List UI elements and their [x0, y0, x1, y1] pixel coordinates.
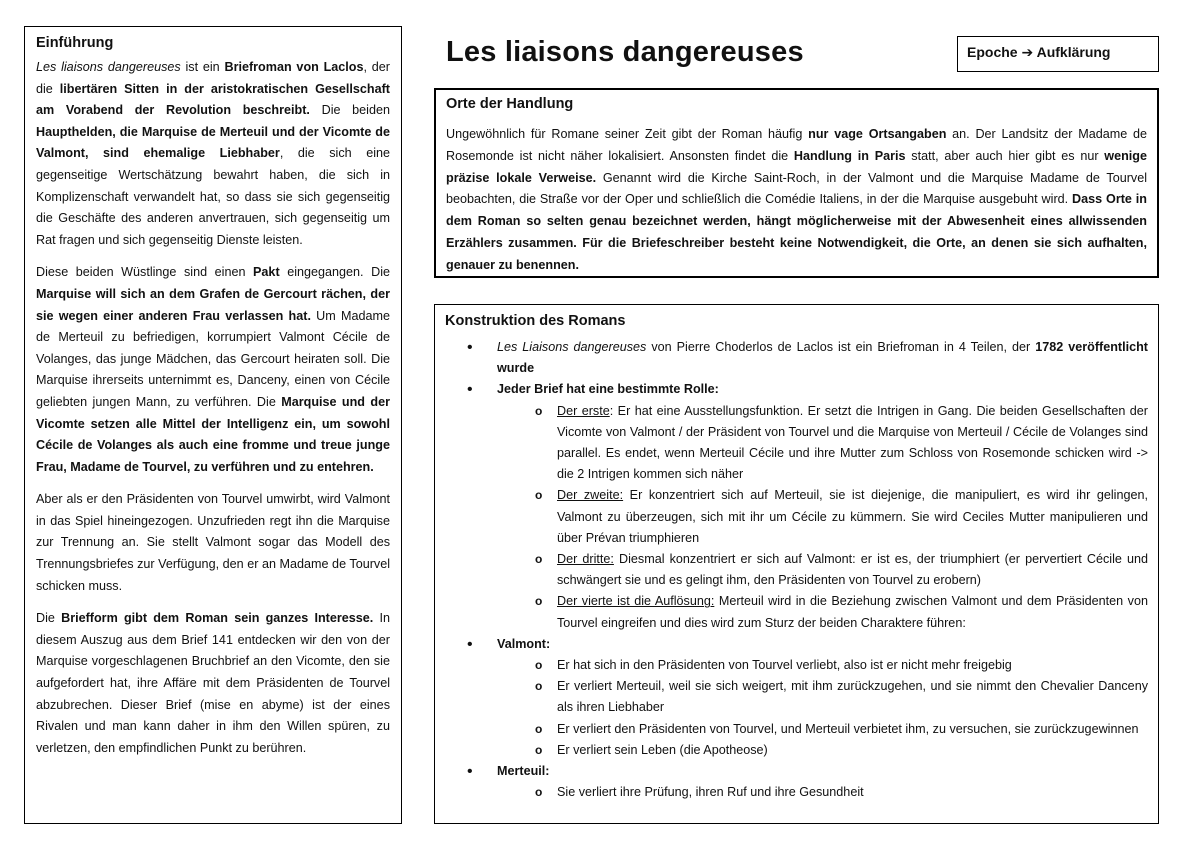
sub-list-item: [445, 591, 1148, 633]
text-run: Er konzentriert sich auf Merteuil, sie ist diejenige, die manipuliert, es wird ihr gelingen, Valmont zu überzeugen, sich mit ihr um Cécile zu kümmern. Sie wird Ceciles Mutter manipulieren und über Prévan triumphieren: [557, 488, 1148, 545]
text-run: Marquise will sich an dem Grafen de Gercourt rächen, der sie wegen einer anderen Frau verlassen hat.: [36, 286, 390, 323]
text-run: Dass Orte in dem Roman so selten genau bezeichnet werden, hängt möglicherweise mit der Abwesenheit eines allwissenden Erzählers zusammen. Für die Briefeschreiber besteht keine Notwendigkeit, die Orte, an denen sie sich aufhalten, genauer zu benennen.: [446, 192, 1147, 272]
text-run: Les Liaisons dangereuses: [497, 340, 647, 354]
text-run: Marquise und der Vicomte setzen alle Mittel der Intelligenz ein, um sowohl Cécile de Volanges als auch eine fromme und treue junge Frau, Madame de Tourvel, zu verführen und zu entehren.: [36, 394, 390, 474]
text-run: Diesmal konzentriert er sich auf Valmont: er ist es, der triumphiert (er pervertiert Cécile und schwängert sie und es gelingt ihm, den Präsidenten von Tourvel zu erobern): [557, 552, 1148, 588]
text-run: Briefroman von Laclos: [224, 60, 364, 74]
item-merteuil-label: Merteuil:: [497, 764, 550, 779]
text-run: von Pierre Choderlos de Laclos ist ein Briefroman in 4 Teilen, der: [646, 340, 1036, 354]
sub-list-item: o Er hat sich in den Präsidenten von Tourvel verliebt, also ist er nicht mehr freigebig: [445, 655, 1148, 676]
list-item: [445, 761, 1148, 803]
list-item: [445, 337, 1148, 379]
intro-heading: Einführung: [36, 35, 114, 51]
sub-list-item: [445, 401, 1148, 486]
text-run: Die: [36, 611, 62, 626]
text-run: Ungewöhnlich für Romane seiner Zeit gibt der Roman häufig: [446, 127, 809, 141]
text-run: Briefform gibt dem Roman sein ganzes Interesse.: [61, 611, 374, 626]
arrow-right-icon: ➔: [1021, 44, 1034, 60]
item-valmont-label: Valmont:: [497, 636, 551, 651]
sub-list-item: [445, 485, 1148, 549]
text-run: Diese beiden Wüstlinge sind einen: [36, 265, 254, 280]
list-item: [445, 634, 1148, 761]
text-run: Handlung in Paris: [793, 148, 906, 163]
text-run: Der zweite:: [557, 488, 624, 503]
text-run: Der vierte ist die Auflösung:: [557, 594, 715, 609]
epoch-value: Aufklärung: [1036, 44, 1111, 60]
orte-panel: [434, 88, 1159, 278]
sub-list-item: o Er verliert Merteuil, weil sie sich weigert, mit ihm zurückzugehen, und sie nimmt den Chevalier Danceny als ihren Liebhaber: [445, 676, 1148, 718]
sub-list-item: o Sie verliert ihre Prüfung, ihren Ruf und ihre Gesundheit: [445, 782, 1148, 803]
sub-list-item: o Er verliert den Präsidenten von Tourvel, und Merteuil verbietet ihm, zu versuchen, sie zurückzugewinnen: [445, 719, 1148, 740]
konstruktion-panel: [434, 304, 1159, 824]
text-run: Die beiden: [309, 103, 390, 118]
item-letter-roles-label: Jeder Brief hat eine bestimmte Rolle:: [497, 382, 719, 397]
konstruktion-list: [445, 337, 1148, 803]
text-run: In diesem Auszug aus dem Brief 141 entdecken wir den von der Marquise vorgeschlagenen Bruchbrief an den Vicomte, den sie aufgefordert hat, ihre Affäre mit dem Präsidenten de Tourvel abzubrechen. Dieser Brief (mise en abyme) ist der eines Rivalen und man kann daher in ihm den Willen spüren, zu verletzen, den empfindlichen Punkt zu berühren.: [36, 611, 390, 755]
text-run: Der dritte:: [557, 552, 614, 567]
text-run: Merteuil wird in die Beziehung zwischen Valmont und dem Präsidenten von Tourvel eingreifen und dies wird zum Sturz der beiden Charaktere führen:: [557, 594, 1148, 630]
merteuil-sublist: [497, 782, 1148, 803]
letter-roles-sublist: [497, 401, 1148, 634]
text-run: Genannt wird die Kirche Saint-Roch, in der Valmont und die Marquise Madame de Tourvel beobachten, die Straße vor der Oper und schließlich die Comédie Italiens, in der die Marquise ausgebuht wird.: [446, 170, 1147, 207]
text-run: , der die: [36, 60, 391, 96]
text-run: Der erste: [557, 403, 610, 418]
page-title: Les liaisons dangereuses: [446, 36, 804, 68]
epoch-label: Epoche: [967, 44, 1018, 60]
intro-panel: [24, 26, 402, 824]
intro-paragraph-1: [36, 57, 390, 251]
text-run: Aber als er den Präsidenten von Tourvel umwirbt, wird Valmont in das Spiel hineingezogen. Unzufrieden regt ihn die Marquise zur Trennung an. Sie stellt Valmont sogar das Modell des Trennungsbriefes zur Verfügung, den er an Madame de Tourvel schicken muss.: [36, 492, 390, 593]
orte-heading: Orte der Handlung: [446, 96, 574, 112]
text-run: an. Der Landsitz der Madame de Rosemonde ist nicht näher lokalisiert. Ansonsten findet die: [446, 127, 1147, 163]
orte-text: [446, 124, 1147, 277]
text-run: : Er hat eine Ausstellungsfunktion. Er setzt die Intrigen in Gang. Die beiden Gesellschaften der Vicomte von Valmont / der Präsident von Tourvel und die Marquise von Merteuil / Cécile de Volanges sind parallel. Es endet, wenn Merteuil Cécile und ihre Mutter zum Schloss von Rosemonde schicken wird -> die 2 Intrigen kommen sich näher: [557, 403, 1148, 482]
konstruktion-heading: Konstruktion des Romans: [445, 313, 626, 329]
text-run: Pakt: [253, 265, 280, 280]
epoch-box: [957, 36, 1159, 72]
list-item: [445, 379, 1148, 633]
valmont-sublist: [497, 655, 1148, 761]
text-run: 1782 veröffentlicht wurde: [497, 340, 1148, 376]
intro-paragraph-4: [36, 608, 390, 759]
text-run: Les liaisons dangereuses: [36, 60, 181, 74]
text-run: Haupthelden, die Marquise de Merteuil und der Vicomte de Valmont, sind ehemalige Liebhaber: [36, 124, 390, 161]
text-run: wenige präzise lokale Verweise.: [446, 148, 1147, 185]
text-run: ist ein: [180, 60, 225, 74]
text-run: eingegangen. Die: [279, 265, 390, 280]
text-run: , die sich eine gegenseitige Wertschätzung bewahrt haben, die sich in Komplizenschaft verwandelt hat, so dass sie sich gegenseitig die Geschäfte des anderen anvertrauen, sich gegenseitig um Rat fragen und sich gegenseitig Dienste leisten.: [36, 146, 390, 247]
sub-list-item: [445, 549, 1148, 591]
intro-paragraph-3: [36, 489, 390, 597]
text-run: nur vage Ortsangaben: [808, 127, 947, 141]
text-run: Um Madame de Merteuil zu befriedigen, korrumpiert Valmont Cécile de Volanges, das junge Mädchen, das Gercourt heiraten soll. Die Marquise ihrerseits unternimmt es, Danceny, einen von Cécile geliebten jungen Mann, zu verführen. Die: [36, 308, 390, 409]
item-publication: [497, 340, 1148, 375]
intro-paragraph-2: [36, 262, 390, 478]
text-run: statt, aber auch hier gibt es nur: [905, 148, 1105, 163]
text-run: libertären Sitten in der aristokratischen Gesellschaft am Vorabend der Revolution beschreibt.: [36, 81, 390, 118]
sub-list-item: o Er verliert sein Leben (die Apotheose): [445, 740, 1148, 761]
